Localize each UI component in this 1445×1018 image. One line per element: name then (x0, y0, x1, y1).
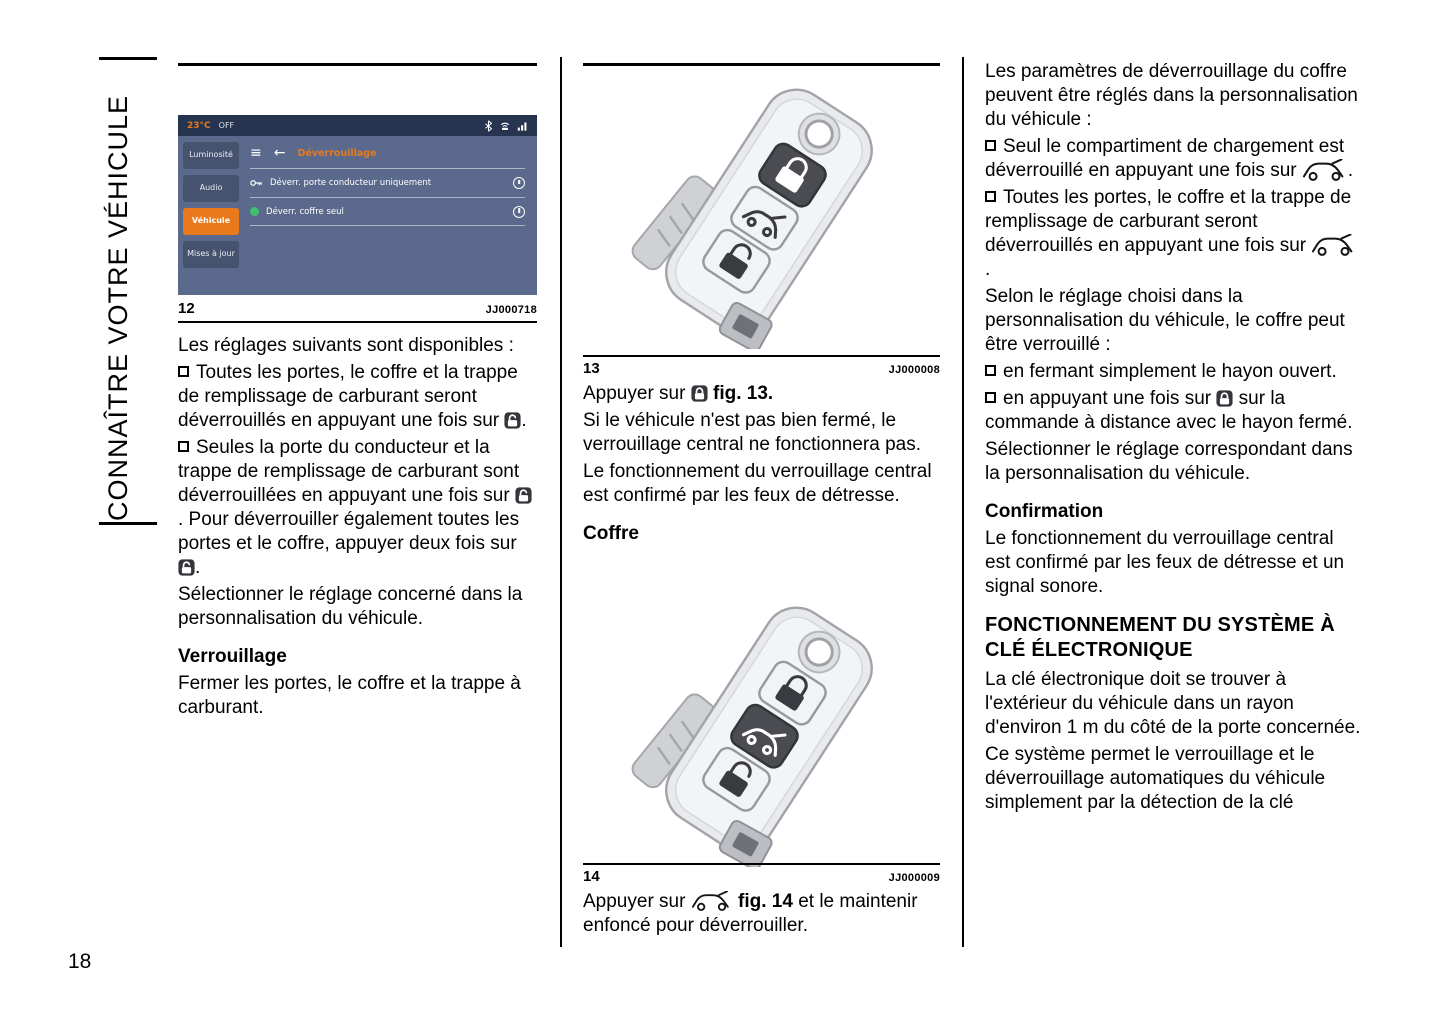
figure-13-caption (583, 360, 940, 377)
signal-icon (517, 121, 528, 131)
chapter-rule-top (99, 57, 157, 60)
column-divider (560, 57, 562, 947)
screen-sidebar-item-vehicule: Véhicule (183, 208, 239, 235)
bullet-item: Seules la porte du conducteur et la trappe de remplissage de carburant sont déverrouillées en appuyant une fois sur . Pour déverrouiller également toutes les portes et le coffre, appuyer deux fois sur . (178, 436, 537, 580)
figure-code: JJ000008 (888, 364, 940, 376)
bullet-item: Toutes les portes, le coffre et la trappe de remplissage de carburant seront déverrouillés en appuyant une fois sur . (178, 362, 527, 431)
figure-14-key-fob (605, 589, 925, 867)
page-number: 18 (68, 950, 92, 973)
screen-power-status: OFF (218, 121, 235, 130)
checkbox-bullet-icon (985, 140, 996, 151)
bullet-item: Seul le compartiment de chargement est déverrouillé en appuyant une fois sur . (985, 136, 1354, 181)
trunk-open-car-icon (691, 891, 733, 911)
bullet-item: en appuyant une fois sur sur la commande à distance avec le hayon fermé. (985, 388, 1353, 433)
paragraph: Selon le réglage choisi dans la personnalisation du véhicule, le coffre peut être verrouillé : (985, 286, 1345, 355)
column-top-rule (583, 63, 940, 66)
trunk-open-car-icon (1302, 159, 1348, 181)
bullet-item: en fermant simplement le hayon ouvert. (985, 360, 1361, 384)
section-heading-confirmation: Confirmation (985, 501, 1104, 522)
figure-number: 12 (178, 300, 195, 317)
option-toggle-icon (513, 206, 525, 218)
figure-13-key-fob (605, 71, 925, 349)
column-2-text-bottom (583, 890, 940, 941)
menu-icon: ≡ (250, 145, 262, 161)
screen-temperature: 23°C (187, 120, 211, 131)
figure-rule (583, 355, 940, 357)
column-top-rule (178, 63, 537, 66)
bluetooth-icon (484, 120, 493, 132)
screen-page-title: Déverrouillage (297, 147, 377, 159)
connectivity-icon (499, 120, 511, 131)
screen-sidebar-item-luminosite: Luminosité (183, 142, 239, 169)
key-icon (250, 179, 263, 187)
unlock-button-icon (504, 412, 521, 429)
paragraph: Le fonctionnement du verrouillage central est confirmé par les feux de détresse. (583, 461, 932, 506)
figure-14-caption (583, 868, 940, 885)
paragraph: Ce système permet le verrouillage et le déverrouillage automatiques du véhicule simplement par la détection de la clé (985, 744, 1326, 813)
paragraph: Sélectionner le réglage correspondant dans la personnalisation du véhicule. (985, 439, 1353, 484)
column-2-text (583, 382, 940, 549)
figure-rule (178, 321, 537, 323)
figure-12-infotainment-screen (178, 115, 537, 295)
paragraph: Fermer les portes, le coffre et la trappe à carburant. (178, 673, 521, 718)
section-heading-coffre: Coffre (583, 523, 639, 544)
paragraph: Le fonctionnement du verrouillage central est confirmé par les feux de détresse et un signal sonore. (985, 528, 1345, 597)
figure-12-caption (178, 300, 537, 317)
checkbox-bullet-icon (178, 441, 189, 452)
bullet-item: Toutes les portes, le coffre et la trappe de remplissage de carburant seront déverrouillés en appuyant une fois sur . (985, 186, 1361, 282)
figure-code: JJ000009 (888, 872, 940, 884)
screen-option-label: Déverr. porte conducteur uniquement (270, 178, 432, 188)
screen-sidebar-item-mises-a-jour: Mises à jour (183, 241, 239, 268)
option-toggle-icon (513, 177, 525, 189)
screen-sidebar (178, 136, 244, 295)
chapter-rule-bottom (99, 522, 157, 525)
checkbox-bullet-icon (985, 365, 996, 376)
column-3 (985, 57, 1361, 818)
paragraph: Les réglages suivants sont disponibles : (178, 335, 514, 356)
screen-option-label: Déverr. coffre seul (266, 206, 344, 217)
back-arrow-icon: ← (273, 145, 286, 161)
figure-number: 14 (583, 868, 600, 885)
column-divider (962, 57, 964, 947)
checkbox-bullet-icon (178, 366, 189, 377)
status-dot-icon (250, 207, 259, 216)
screen-option-row (250, 197, 525, 226)
column-1-text (178, 334, 537, 723)
lock-button-icon (1216, 390, 1233, 407)
paragraph: Appuyer sur fig. 14 et le maintenir enfoncé pour déverrouiller. (583, 891, 918, 936)
checkbox-bullet-icon (985, 191, 996, 202)
paragraph: Appuyer sur fig. 13. (583, 383, 774, 404)
chapter-title: CONNAÎTRE VOTRE VÉHICULE (103, 94, 133, 521)
unlock-button-icon (515, 487, 532, 504)
section-heading-keyless-system: FONCTIONNEMENT DU SYSTÈME À CLÉ ÉLECTRONIQUE (985, 614, 1335, 661)
screen-option-row (250, 168, 525, 197)
paragraph: La clé électronique doit se trouver à l'extérieur du véhicule dans un rayon d'environ 1 m du côté de la porte concernée. (985, 669, 1361, 738)
figure-rule (583, 863, 940, 865)
screen-sidebar-item-audio: Audio (183, 175, 239, 202)
paragraph: Sélectionner le réglage concerné dans la personnalisation du véhicule. (178, 584, 523, 629)
figure-number: 13 (583, 360, 600, 377)
unlock-button-icon (178, 559, 195, 576)
checkbox-bullet-icon (985, 392, 996, 403)
column-3-text (985, 57, 1361, 815)
figure-code: JJ000718 (485, 304, 537, 316)
screen-status-bar (178, 115, 537, 136)
trunk-open-car-icon (1311, 234, 1357, 256)
paragraph: Les paramètres de déverrouillage du coffre peuvent être réglés dans la personnalisation du véhicule : (985, 61, 1358, 130)
paragraph: Si le véhicule n'est pas bien fermé, le verrouillage central ne fonctionnera pas. (583, 410, 921, 455)
lock-button-icon (691, 385, 708, 402)
section-heading-verrouillage: Verrouillage (178, 646, 287, 667)
screen-main-panel (244, 136, 537, 295)
